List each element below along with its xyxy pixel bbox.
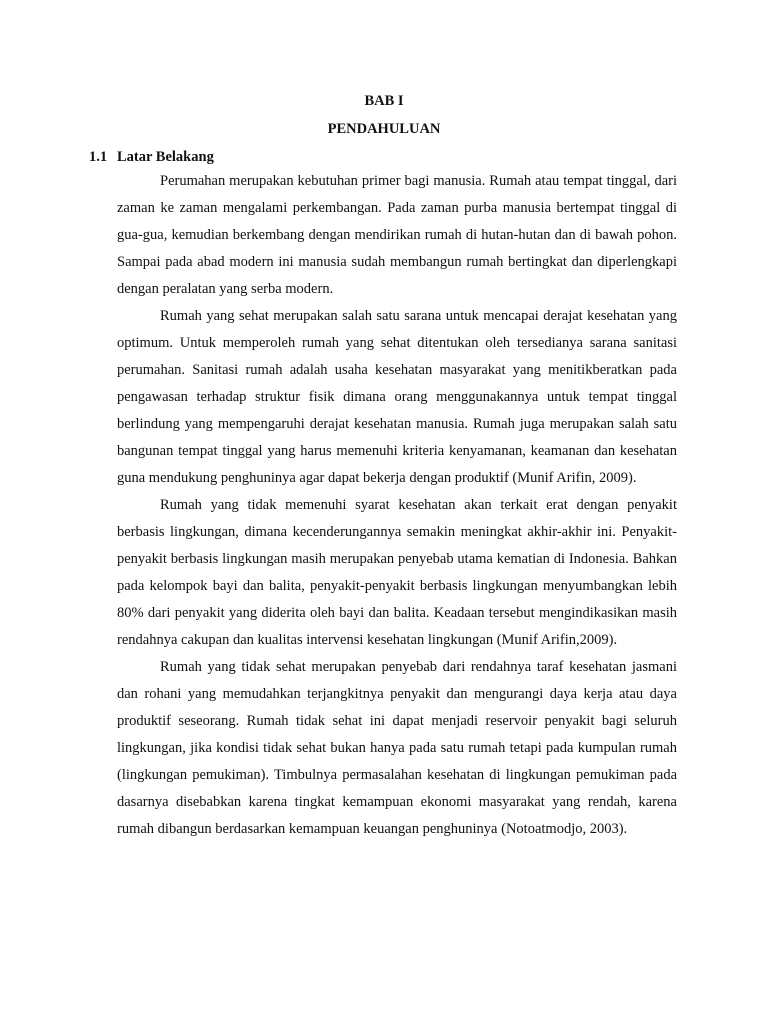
body-text [117, 168, 677, 843]
paragraph-2: Rumah yang sehat merupakan salah satu sarana untuk mencapai derajat kesehatan yang optimum. Untuk memperoleh rumah yang sehat ditentukan oleh tersedianya sarana sanitasi perumahan. Sanitasi rumah adalah usaha kesehatan masyarakat yang menitikberatkan pada pengawasan terhadap struktur fisik dimana orang menggunakannya untuk tempat tinggal berlindung yang mempengaruhi derajat kesehatan manusia. Rumah juga merupakan salah satu bangunan tempat tinggal yang harus memenuhi kriteria kenyamanan, keamanan dan kesehatan guna mendukung penghuninya agar dapat bekerja dengan produktif (Munif Arifin, 2009). [117, 308, 677, 486]
chapter-label: BAB I [364, 93, 404, 109]
chapter-title: PENDAHULUAN [327, 121, 441, 137]
paragraph-3: Rumah yang tidak memenuhi syarat kesehatan akan terkait erat dengan penyakit berbasis lingkungan, dimana kecenderungannya semakin meningkat akhir-akhir ini. Penyakit-penyakit berbasis lingkungan masih merupakan penyebab utama kematian di Indonesia. Bahkan pada kelompok bayi dan balita, penyakit-penyakit berbasis lingkungan menyumbangkan lebih 80% dari penyakit yang diderita oleh bayi dan balita. Keadaan tersebut mengindikasikan masih rendahnya cakupan dan kualitas intervensi kesehatan lingkungan (Munif Arifin,2009). [117, 497, 677, 648]
paragraph-4: Rumah yang tidak sehat merupakan penyebab dari rendahnya taraf kesehatan jasmani dan rohani yang memudahkan terjangkitnya penyakit dan mengurangi daya kerja atau daya produktif seseorang. Rumah tidak sehat ini dapat menjadi reservoir penyakit bagi seluruh lingkungan, jika kondisi tidak sehat bukan hanya pada satu rumah tetapi pada kumpulan rumah (lingkungan pemukiman). Timbulnya permasalahan kesehatan di lingkungan pemukiman pada dasarnya disebabkan karena tingkat kemampuan ekonomi masyarakat yang rendah, karena rumah dibangun berdasarkan kemampuan keuangan penghuninya (Notoatmodjo, 2003). [117, 659, 677, 837]
paragraph-1: Perumahan merupakan kebutuhan primer bagi manusia. Rumah atau tempat tinggal, dari zaman ke zaman mengalami perkembangan. Pada zaman purba manusia bertempat tinggal di gua-gua, kemudian berkembang dengan mendirikan rumah di hutan-hutan dan di bawah pohon. Sampai pada abad modern ini manusia sudah membangun rumah bertingkat dan diperlengkapi dengan peralatan yang serba modern. [117, 173, 677, 297]
section-number: 1.1 [89, 149, 108, 165]
section-title: Latar Belakang [117, 149, 214, 165]
section-heading [89, 148, 214, 166]
